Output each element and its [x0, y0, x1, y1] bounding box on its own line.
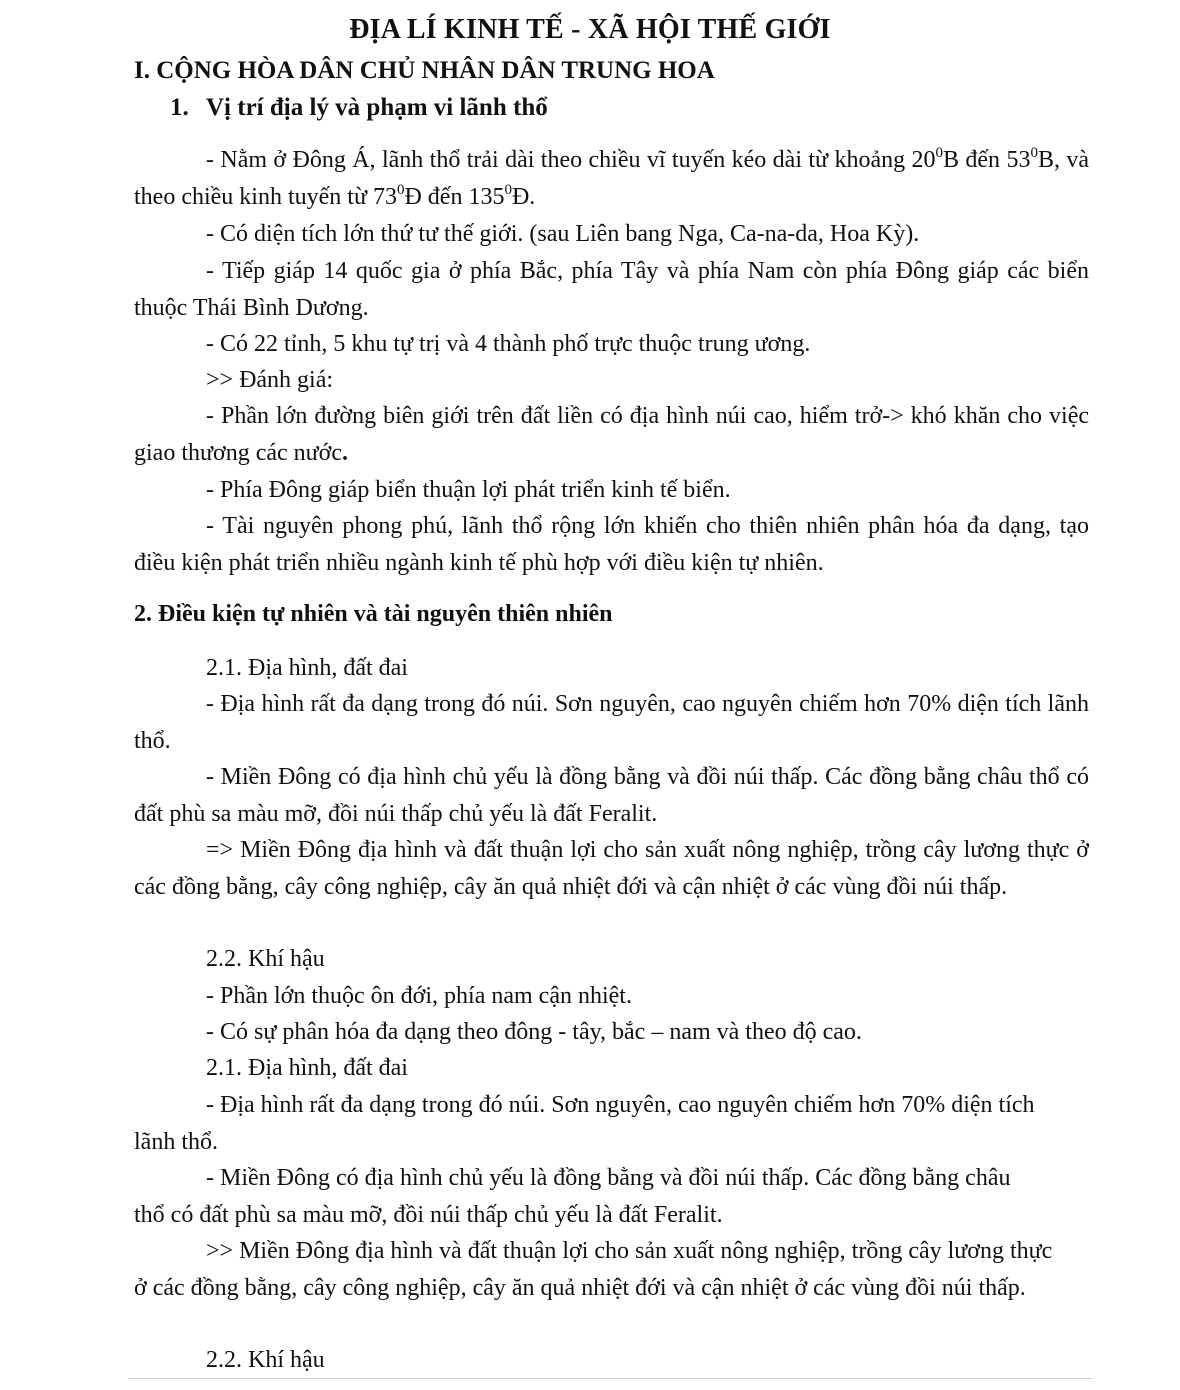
text-run: B đến 53 — [943, 147, 1031, 173]
paragraph-assessment-label: >> Đánh giá: — [206, 367, 334, 393]
subheading-climate: 2.2. Khí hậu — [206, 946, 325, 972]
section-heading-china: I. CỘNG HÒA DÂN CHỦ NHÂN DÂN TRUNG HOA — [134, 57, 715, 84]
subheading-climate-repeat: 2.2. Khí hậu — [206, 1347, 325, 1373]
paragraph-area: - Có diện tích lớn thứ tư thế giới. (sau Liên bang Nga, Ca-na-da, Hoa Kỳ). — [206, 221, 920, 247]
paragraph-climate-variation: - Có sự phân hóa đa dạng theo đông - tây, bắc – nam và theo độ cao. — [206, 1019, 862, 1045]
text-run: Đ. — [511, 183, 536, 210]
degree-superscript: 0 — [396, 181, 405, 198]
paragraph-terrain-diverse: - Địa hình rất đa dạng trong đó núi. Sơn nguyên, cao nguyên chiếm hơn 70% diện tích lãnh thổ. — [134, 691, 1089, 754]
degree-superscript: 0 — [504, 181, 512, 198]
page-bottom-divider — [128, 1378, 1092, 1379]
paragraph-east-agriculture: => Miền Đông địa hình và đất thuận lợi cho sản xuất nông nghiệp, trồng cây lương thực ở các đồng bằng, cây công nghiệp, cây ăn quả nhiệt đới và cận nhiệt ở các vùng đồi núi thấp. — [134, 837, 1089, 900]
degree-superscript: 0 — [1030, 145, 1038, 161]
paragraph-east-agriculture-repeat: >> Miền Đông địa hình và đất thuận lợi cho sản xuất nông nghiệp, trồng cây lương thực ở các đồng bằng, cây công nghiệp, cây ăn quả nhiệt đới và cận nhiệt ở các vùng đồi núi thấp. — [134, 1238, 1053, 1301]
paragraph-east-terrain: - Miền Đông có địa hình chủ yếu là đồng bằng và đồi núi thấp. Các đồng bằng châu thổ có đất phù sa màu mỡ, đồi núi thấp chủ yếu là đất Feralit. — [134, 764, 1089, 827]
text-run: Đ đến 135 — [404, 183, 505, 210]
paragraph-provinces: - Có 22 tỉnh, 5 khu tự trị và 4 thành phố trực thuộc trung ương. — [206, 331, 811, 357]
paragraph-location — [134, 142, 1089, 215]
subheading-terrain: 2.1. Địa hình, đất đai — [206, 655, 408, 681]
paragraph-climate-zones: - Phần lớn thuộc ôn đới, phía nam cận nhiệt. — [206, 983, 632, 1009]
degree-superscript: 0 — [935, 145, 943, 161]
paragraph-border-terrain — [134, 398, 1089, 471]
paragraph-borders: - Tiếp giáp 14 quốc gia ở phía Bắc, phía Tây và phía Nam còn phía Đông giáp các biển thuộc Thái Bình Dương. — [134, 258, 1089, 321]
paragraph-terrain-diverse-repeat: - Địa hình rất đa dạng trong đó núi. Sơn nguyên, cao nguyên chiếm hơn 70% diện tích lãnh thổ. — [134, 1092, 1035, 1155]
subsection-number: 1. — [170, 94, 189, 121]
text-run: . — [342, 439, 348, 466]
paragraph-east-sea: - Phía Đông giáp biển thuận lợi phát triển kinh tế biển. — [206, 477, 731, 503]
section-heading-natural-conditions: 2. Điều kiện tự nhiên và tài nguyên thiên nhiên — [134, 601, 613, 627]
subsection-title: Vị trí địa lý và phạm vi lãnh thổ — [206, 94, 548, 121]
subsection-heading-location — [170, 94, 548, 122]
paragraph-east-terrain-repeat: - Miền Đông có địa hình chủ yếu là đồng bằng và đồi núi thấp. Các đồng bằng châu thổ có đất phù sa màu mỡ, đồi núi thấp chủ yếu là đất Feralit. — [134, 1165, 1011, 1228]
text-run: - Phần lớn đường biên giới trên đất liền có địa hình núi cao, hiểm trở-> khó khăn cho việc giao thương các nước — [134, 403, 1089, 466]
subheading-terrain-repeat: 2.1. Địa hình, đất đai — [206, 1055, 408, 1081]
text-run: B, và theo chiều kinh tuyến từ 73 — [134, 147, 1090, 210]
paragraph-resources: - Tài nguyên phong phú, lãnh thổ rộng lớn khiến cho thiên nhiên phân hóa đa dạng, tạo điều kiện phát triển nhiều ngành kinh tế phù hợp với điều kiện tự nhiên. — [134, 513, 1089, 576]
document-title: ĐỊA LÍ KINH TẾ - XÃ HỘI THẾ GIỚI — [349, 14, 831, 45]
text-run: - Nằm ở Đông Á, lãnh thổ trải dài theo chiều vĩ tuyến kéo dài từ khoảng 20 — [206, 147, 936, 173]
